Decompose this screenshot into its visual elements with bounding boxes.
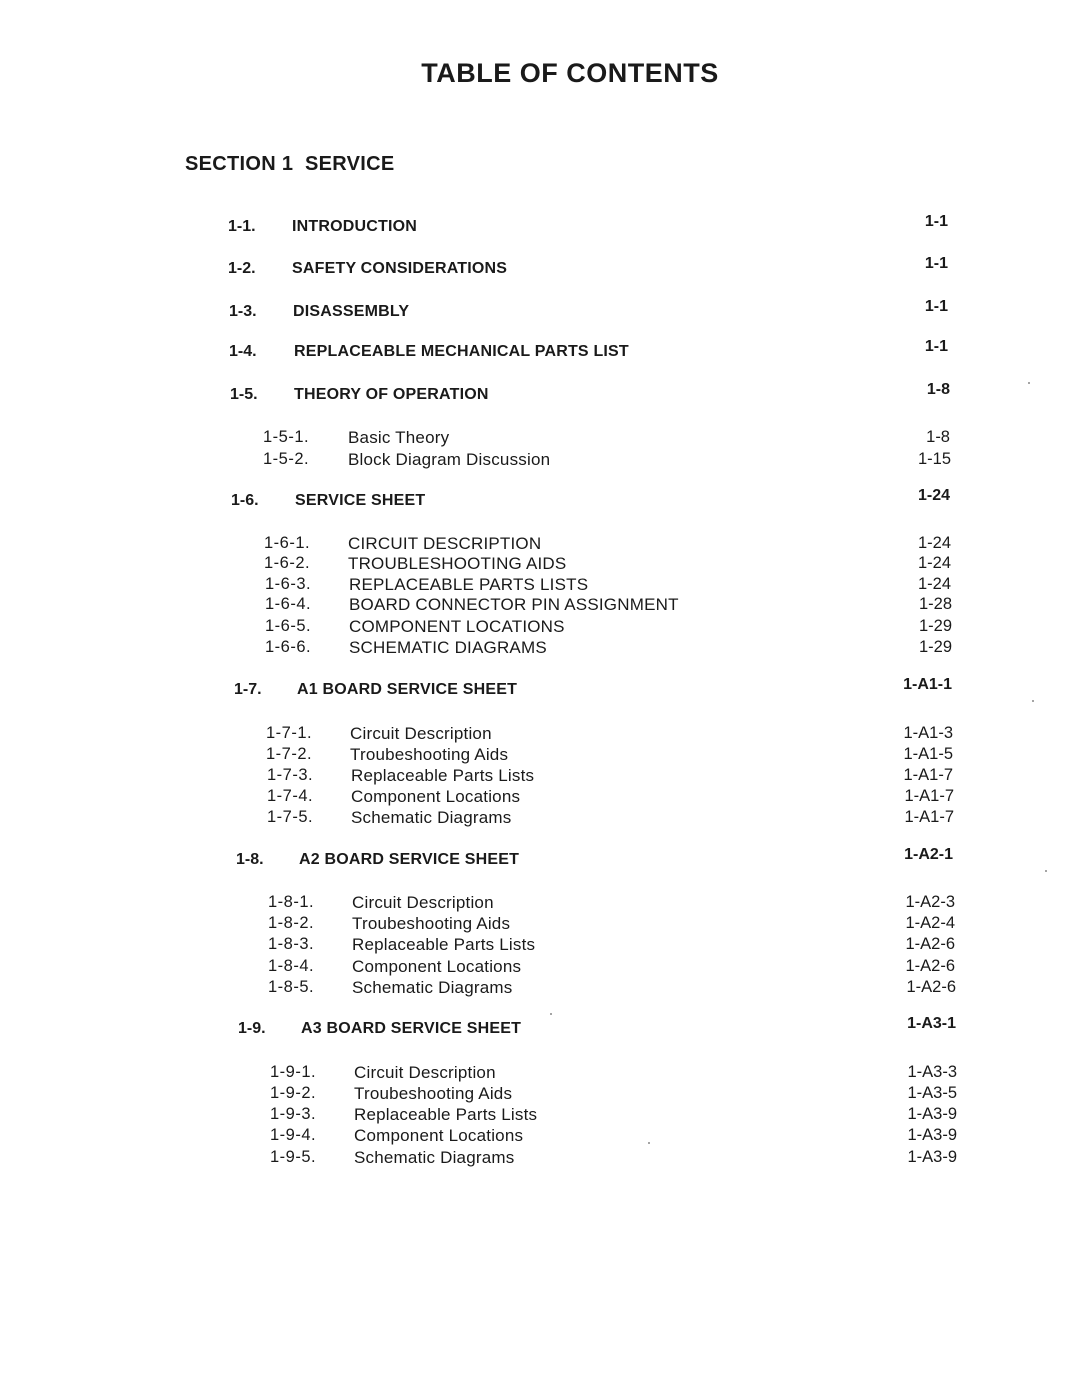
entry-number: 1-9-2. <box>270 1084 317 1102</box>
entry-page-number: 1-24 <box>917 534 951 552</box>
entry-number: 1-6-5. <box>265 617 312 635</box>
entry-number: 1-3. <box>229 303 257 320</box>
entry-number: 1-9. <box>238 1020 266 1037</box>
entry-number: 1-2. <box>228 260 256 277</box>
entry-page-number: 1-8 <box>926 381 950 398</box>
entry-page-number: 1-1 <box>924 255 948 272</box>
entry-title: Circuit Description <box>352 893 494 912</box>
entry-number: 1-9-4. <box>270 1126 317 1144</box>
entry-title: BOARD CONNECTOR PIN ASSIGNMENT <box>349 595 679 614</box>
entry-number: 1-6-3. <box>265 575 312 593</box>
entry-number: 1-7-3. <box>267 766 314 784</box>
entry-page-number: 1-A3-9 <box>907 1105 957 1123</box>
entry-page-number: 1-A2-6 <box>905 935 955 953</box>
scan-speck <box>1032 700 1034 702</box>
entry-number: 1-8-3. <box>268 935 315 953</box>
entry-page-number: 1-A3-3 <box>907 1063 957 1081</box>
entry-page-number: 1-29 <box>918 617 952 635</box>
entry-number: 1-8. <box>236 851 264 868</box>
entry-number: 1-6-2. <box>264 554 311 572</box>
entry-page-number: 1-A3-9 <box>907 1126 957 1144</box>
entry-title: Circuit Description <box>354 1063 496 1082</box>
entry-title: REPLACEABLE MECHANICAL PARTS LIST <box>294 343 629 360</box>
entry-title: Troubeshooting Aids <box>354 1084 513 1103</box>
entry-number: 1-8-4. <box>268 957 315 975</box>
entry-page-number: 1-24 <box>917 487 950 504</box>
entry-title: DISASSEMBLY <box>293 303 410 320</box>
entry-page-number: 1-24 <box>917 554 951 572</box>
entry-page-number: 1-A1-3 <box>903 724 953 742</box>
entry-title: Circuit Description <box>350 724 492 743</box>
scan-speck <box>1045 870 1047 872</box>
entry-number: 1-8-5. <box>268 978 315 996</box>
scan-speck <box>648 1142 650 1144</box>
entry-number: 1-7-5. <box>267 808 314 826</box>
entry-page-number: 1-29 <box>918 638 952 656</box>
entry-page-number: 1-A3-5 <box>907 1084 957 1102</box>
entry-title: THEORY OF OPERATION <box>294 386 489 403</box>
entry-page-number: 1-15 <box>917 450 951 468</box>
entry-page-number: 1-A1-1 <box>903 676 952 693</box>
entry-page-number: 1-A1-7 <box>904 787 954 805</box>
entry-page-number: 1-A3-9 <box>907 1148 957 1166</box>
entry-title: A2 BOARD SERVICE SHEET <box>299 851 520 868</box>
entry-page-number: 1-1 <box>924 213 948 230</box>
entry-number: 1-7-1. <box>266 724 313 742</box>
entry-title: Troubeshooting Aids <box>352 914 511 933</box>
entry-number: 1-7-4. <box>267 787 314 805</box>
entry-number: 1-6-1. <box>264 534 311 552</box>
entry-number: 1-7. <box>234 681 262 698</box>
entry-page-number: 1-A2-6 <box>906 978 956 996</box>
entry-number: 1-6-6. <box>265 638 312 656</box>
entry-page-number: 1-A2-3 <box>905 893 955 911</box>
entry-page-number: 1-1 <box>924 298 948 315</box>
entry-number: 1-8-2. <box>268 914 315 932</box>
entry-number: 1-5-2. <box>263 450 310 468</box>
entry-title: Block Diagram Discussion <box>348 450 551 469</box>
entry-number: 1-6-4. <box>265 595 312 613</box>
entry-title: SCHEMATIC DIAGRAMS <box>349 638 547 657</box>
entry-title: Basic Theory <box>348 428 450 447</box>
entry-title: A3 BOARD SERVICE SHEET <box>301 1020 522 1037</box>
entry-page-number: 1-A2-1 <box>904 846 953 863</box>
entry-title: A1 BOARD SERVICE SHEET <box>297 681 518 698</box>
entry-number: 1-4. <box>229 343 257 360</box>
entry-title: SERVICE SHEET <box>295 492 426 509</box>
entry-page-number: 1-A2-4 <box>905 914 955 932</box>
entry-title: CIRCUIT DESCRIPTION <box>348 534 542 553</box>
entry-number: 1-9-1. <box>270 1063 317 1081</box>
entry-number: 1-9-3. <box>270 1105 317 1123</box>
entry-title: Component Locations <box>354 1126 524 1145</box>
entry-title: TROUBLESHOOTING AIDS <box>348 554 567 573</box>
entry-title: Schematic Diagrams <box>351 808 512 827</box>
entry-page-number: 1-A1-7 <box>904 808 954 826</box>
entry-title: Replaceable Parts Lists <box>352 935 536 954</box>
scan-speck <box>550 1013 552 1015</box>
entry-number: 1-5-1. <box>263 428 310 446</box>
entry-title: Troubeshooting Aids <box>350 745 509 764</box>
entry-page-number: 1-28 <box>918 595 952 613</box>
entry-title: INTRODUCTION <box>292 218 418 235</box>
entry-title: COMPONENT LOCATIONS <box>349 617 565 636</box>
entry-title: Component Locations <box>352 957 522 976</box>
entry-page-number: 1-8 <box>926 428 950 446</box>
entry-number: 1-5. <box>230 386 258 403</box>
entry-number: 1-7-2. <box>266 745 313 763</box>
entry-number: 1-9-5. <box>270 1148 317 1166</box>
entry-title: Schematic Diagrams <box>354 1148 515 1167</box>
entry-title: Replaceable Parts Lists <box>354 1105 538 1124</box>
entry-page-number: 1-1 <box>924 338 948 355</box>
entry-title: SAFETY CONSIDERATIONS <box>292 260 508 277</box>
entry-number: 1-8-1. <box>268 893 315 911</box>
scan-speck <box>1028 382 1030 384</box>
page-title: TABLE OF CONTENTS <box>421 58 719 88</box>
entry-number: 1-1. <box>228 218 256 235</box>
entry-page-number: 1-A1-5 <box>903 745 953 763</box>
entry-page-number: 1-A2-6 <box>905 957 955 975</box>
entry-page-number: 1-A3-1 <box>907 1015 956 1032</box>
entry-title: Replaceable Parts Lists <box>351 766 535 785</box>
entry-number: 1-6. <box>231 492 259 509</box>
entry-title: REPLACEABLE PARTS LISTS <box>349 575 589 594</box>
entry-page-number: 1-A1-7 <box>903 766 953 784</box>
entry-title: Component Locations <box>351 787 521 806</box>
entry-page-number: 1-24 <box>917 575 951 593</box>
section-heading: SECTION 1 SERVICE <box>185 153 395 175</box>
entry-title: Schematic Diagrams <box>352 978 513 997</box>
